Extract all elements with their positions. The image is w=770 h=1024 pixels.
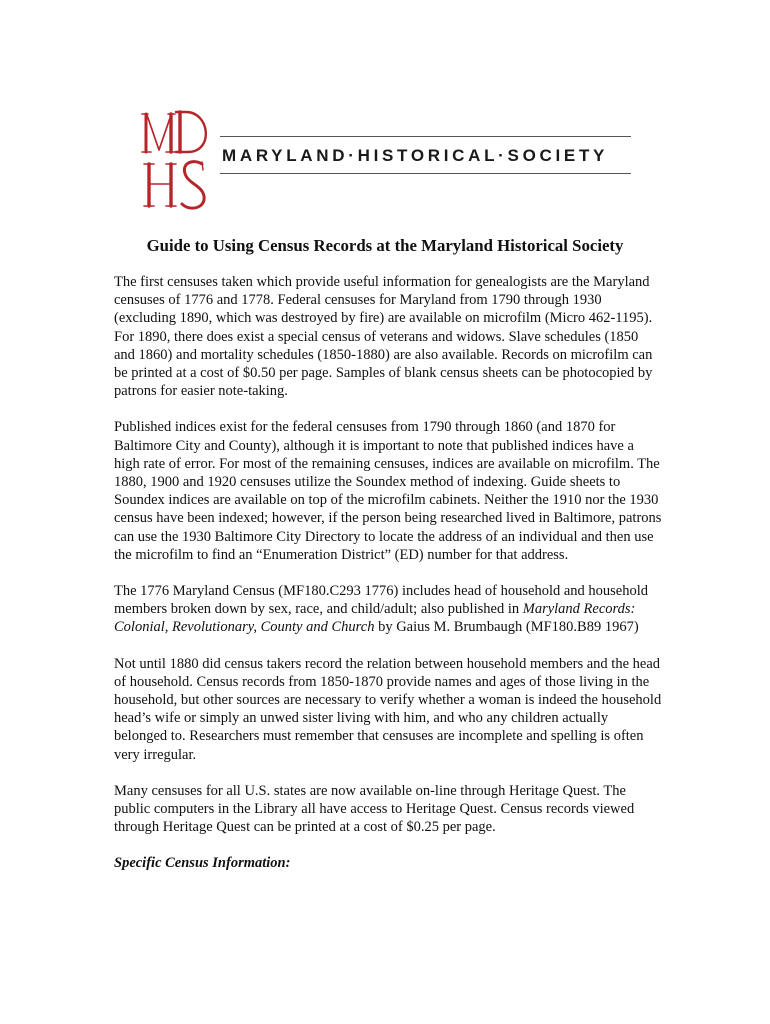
document-title: Guide to Using Census Records at the Maryland Historical Society xyxy=(146,236,624,255)
mdhs-monogram-logo xyxy=(140,106,220,214)
document-body xyxy=(114,273,662,891)
paragraph-heritage-quest: Many censuses for all U.S. states are now available on-line through Heritage Quest. The public computers in the Library all have access to Heritage Quest. Census records viewed through Heritage Quest can be printed at a cost of $0.25 per page. xyxy=(114,782,635,836)
paragraph-1776-census xyxy=(114,582,662,637)
letterhead-logo xyxy=(140,106,635,214)
paragraph-census-overview: The first censuses taken which provide useful information for genealogists are the Maryland censuses of 1776 and 1778. Federal censuses for Maryland from 1790 through 1930 (excluding 1890, which was destroyed by fire) are available on microfilm (Micro 462-1195). For 1890, there does exist a special census of veterans and widows. Slave schedules (1850 and 1860) and mortality schedules (1850-1880) are also available. Records on microfilm can be printed at a cost of $0.50 per page. Samples of blank census sheets can be photocopied by patrons for easier note-taking. xyxy=(114,274,653,400)
book-title-maryland-records: Maryland Records: Colonial, Revolutionary, County and Church xyxy=(114,601,636,636)
paragraph-published-indices: Published indices exist for the federal censuses from 1790 through 1860 (and 1870 for Baltimore City and County), although it is important to note that published indices have a high rate of error. For most of the remaining censuses, indices are available on microfilm. The 1880, 1900 and 1920 censuses utilize the Soundex method of indexing. Guide sheets to Soundex indices are available on top of the microfilm cabinets. Neither the 1910 nor the 1930 census have been indexed; however, if the person being researched lived in Baltimore, patrons can use the 1930 Baltimore City Directory to locate the address of an individual and then use the microfilm to find an “Enumeration District” (ED) number for that address. xyxy=(114,419,662,563)
paragraph-1776-census-author: by Gaius M. Brumbaugh (MF180.B89 1967) xyxy=(374,619,639,636)
paragraph-1776-census-intro: The 1776 Maryland Census (MF180.C293 1776) includes head of household and household members broken down by sex, race, and child/adult; also published in xyxy=(114,583,649,618)
paragraph-household-relations: Not until 1880 did census takers record the relation between household members and the head of household. Census records from 1850-1870 provide names and ages of those living in the household, but other sources are necessary to verify whether a woman is indeed the household head’s wife or simply an unwed sister living with him, and who any children actually belonged to. Researchers must remember that censuses are incomplete and spelling is often very irregular. xyxy=(114,655,662,763)
section-heading-specific-census: Specific Census Information: xyxy=(114,855,291,872)
letterhead-bottom-rule xyxy=(220,173,631,174)
letterhead-top-rule xyxy=(220,136,631,137)
organization-name: MARYLAND·HISTORICAL·SOCIETY xyxy=(222,146,609,165)
